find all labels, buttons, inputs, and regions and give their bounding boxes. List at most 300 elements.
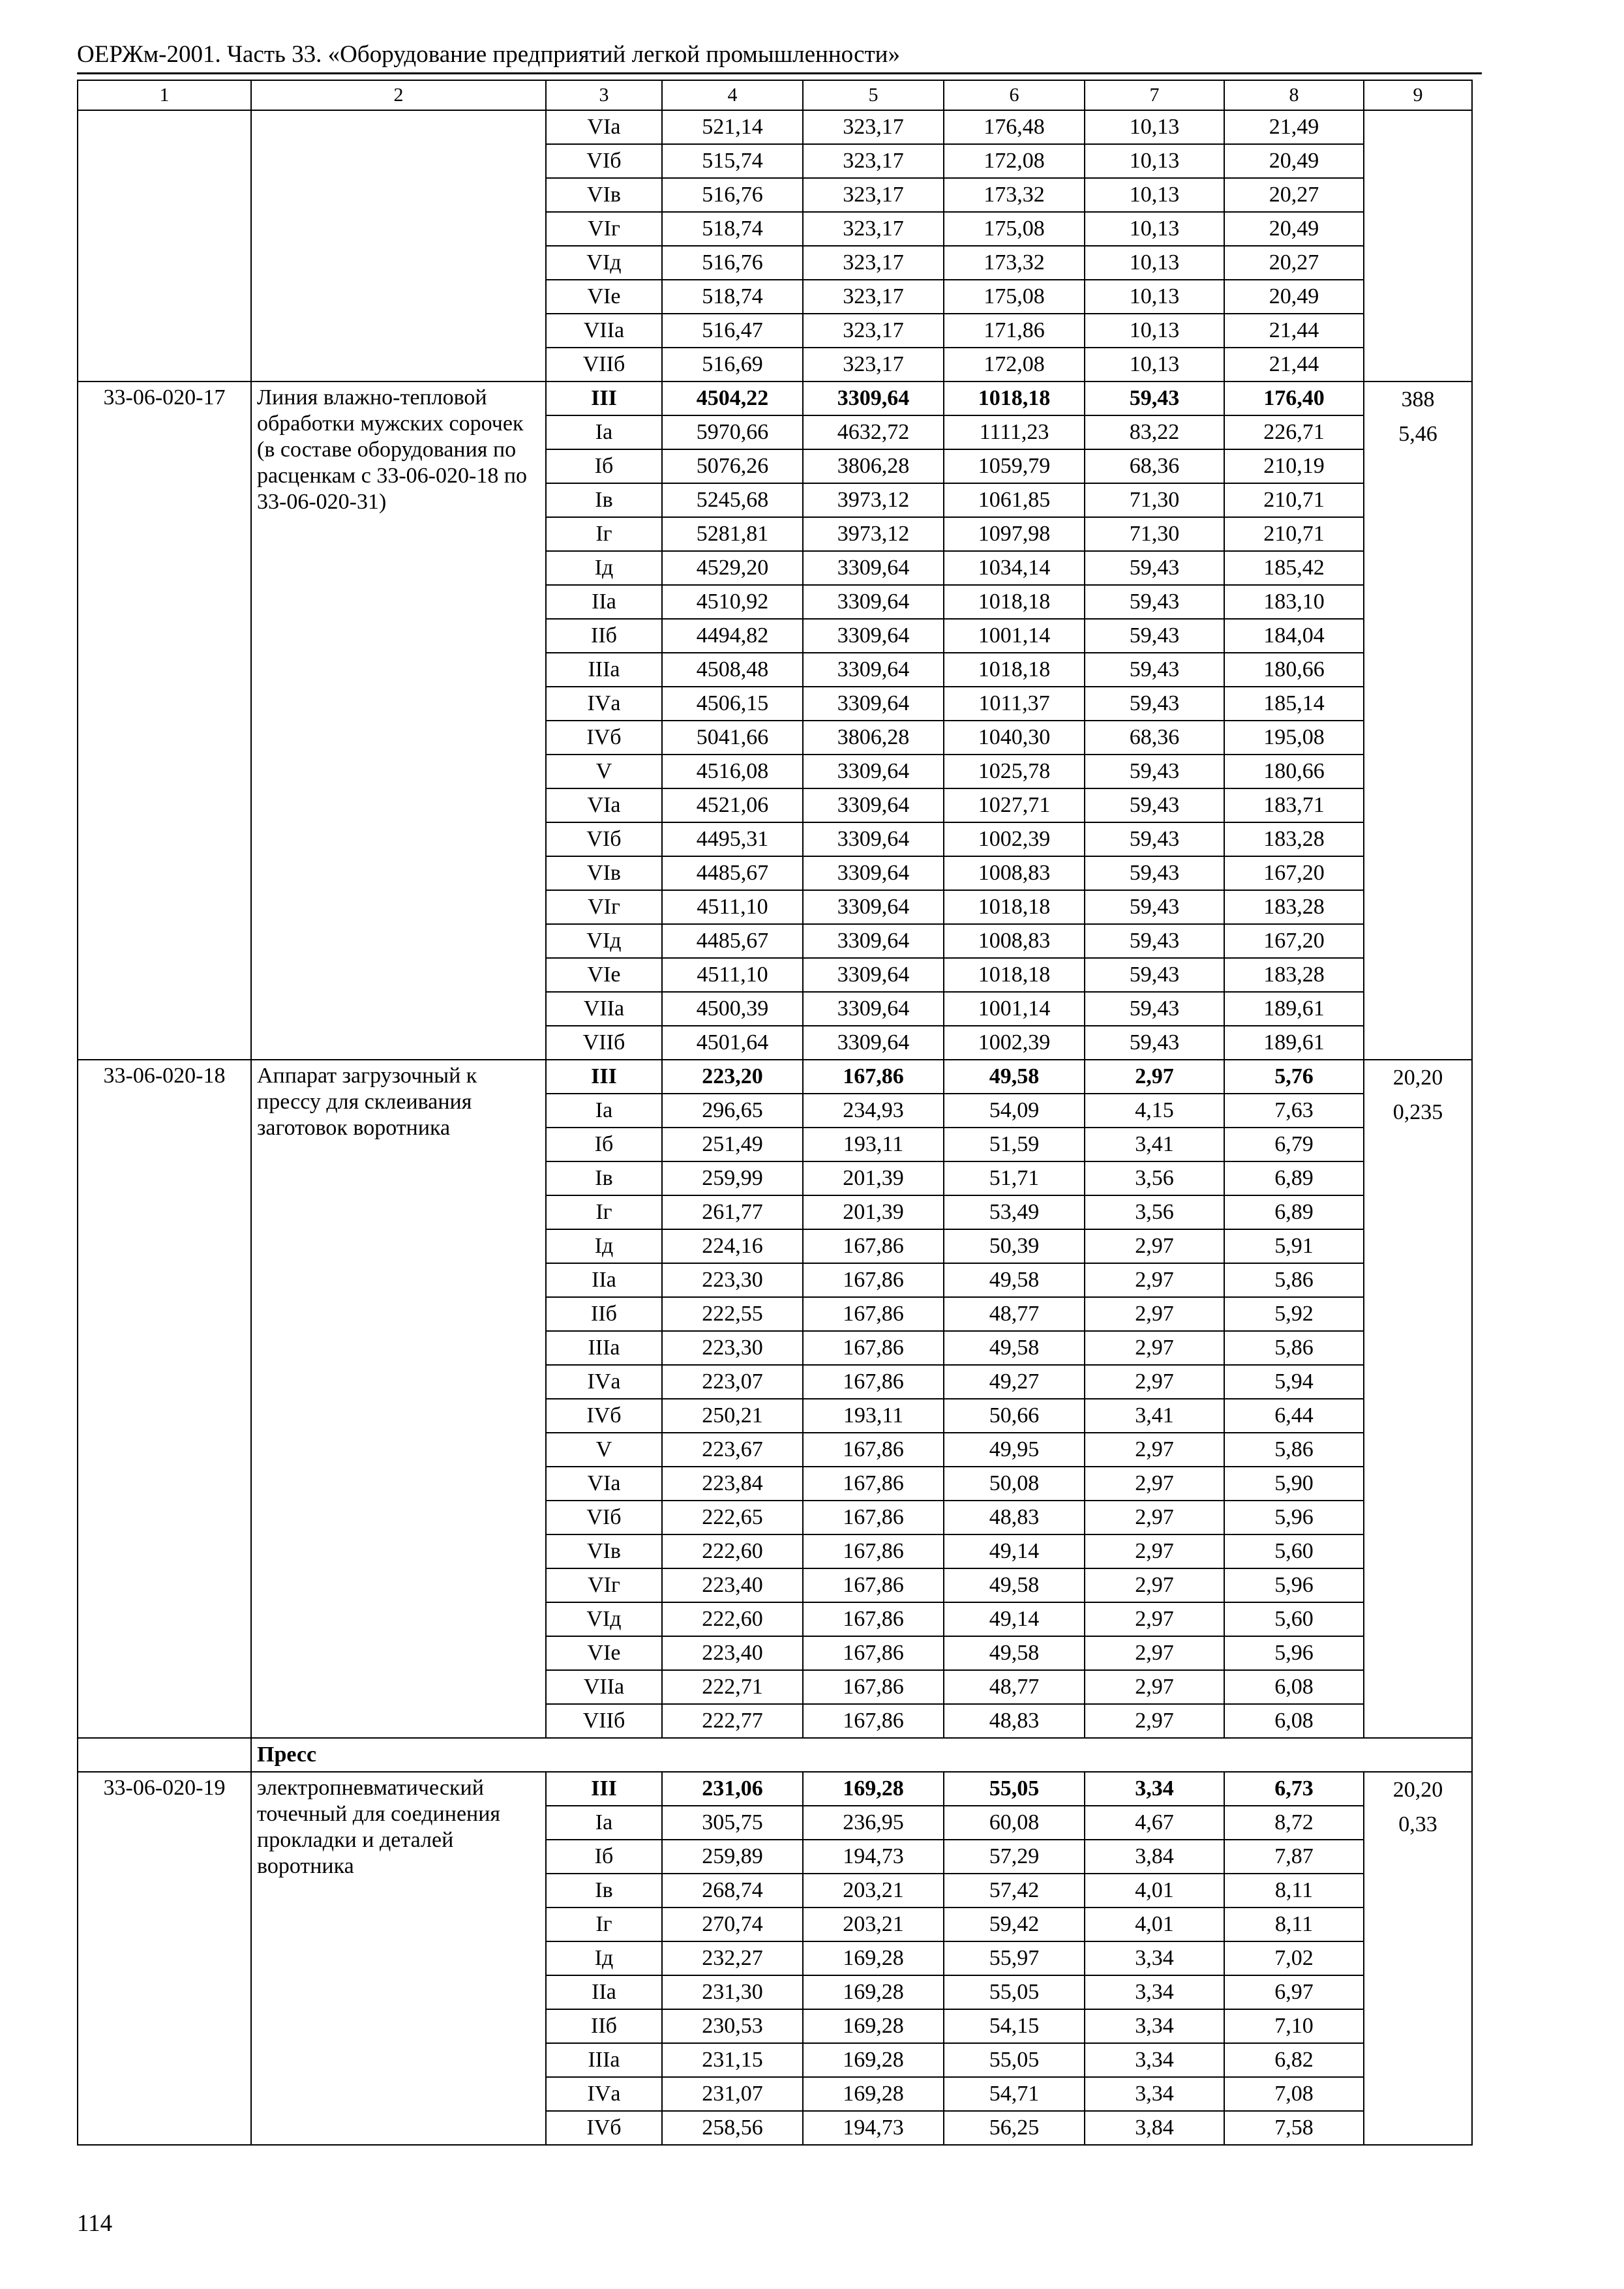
table-cell: 3309,64 (803, 822, 944, 856)
table-cell: Iа (546, 415, 662, 449)
column-number-row (78, 80, 1472, 110)
table-cell: 259,99 (662, 1161, 803, 1195)
table-cell: 230,53 (662, 2009, 803, 2043)
table-cell: 1034,14 (944, 551, 1085, 585)
table-cell: VIа (546, 110, 662, 144)
entry-col9-cell (1364, 110, 1472, 382)
table-cell: 1111,23 (944, 415, 1085, 449)
table-cell: IIб (546, 619, 662, 653)
table-cell: Iг (546, 517, 662, 551)
table-cell: 8,72 (1224, 1806, 1364, 1840)
table-cell: 5245,68 (662, 483, 803, 517)
table-cell: 49,58 (944, 1331, 1085, 1365)
table-cell: 3,34 (1085, 2043, 1224, 2077)
table-cell: VIIб (546, 348, 662, 382)
entry-name: Аппарат загрузочный к прессу для склеивания заготовок воротника (251, 1060, 546, 1738)
table-cell: Iб (546, 449, 662, 483)
table-cell: 2,97 (1085, 1060, 1224, 1094)
table-cell: VIд (546, 924, 662, 958)
table-cell: 3309,64 (803, 755, 944, 788)
table-cell: 167,86 (803, 1467, 944, 1501)
table-cell: 203,21 (803, 1908, 944, 1941)
table-cell: 6,08 (1224, 1704, 1364, 1738)
table-cell: V (546, 755, 662, 788)
table-cell: 20,27 (1224, 246, 1364, 280)
table-cell: 3,41 (1085, 1399, 1224, 1433)
table-cell: III (546, 1060, 662, 1094)
table-cell: 169,28 (803, 2009, 944, 2043)
table-row (78, 382, 1472, 415)
table-cell: 54,71 (944, 2077, 1085, 2111)
table-cell: Iб (546, 1128, 662, 1161)
table-cell: Iв (546, 1161, 662, 1195)
table-cell: 2,97 (1085, 1365, 1224, 1399)
table-cell: 20,49 (1224, 280, 1364, 314)
table-cell: VIв (546, 1534, 662, 1568)
table-cell: 2,97 (1085, 1229, 1224, 1263)
table-cell: 3309,64 (803, 551, 944, 585)
table-cell: VIв (546, 856, 662, 890)
table-cell: 1059,79 (944, 449, 1085, 483)
table-cell: 10,13 (1085, 178, 1224, 212)
table-cell: 3,56 (1085, 1195, 1224, 1229)
table-cell: 323,17 (803, 110, 944, 144)
table-cell: 222,55 (662, 1297, 803, 1331)
table-cell: 203,21 (803, 1874, 944, 1908)
table-cell: 189,61 (1224, 1026, 1364, 1060)
entry-col9-cell (1364, 1772, 1472, 2145)
page-number: 114 (77, 2210, 113, 2237)
table-cell: 226,71 (1224, 415, 1364, 449)
table-cell: IIIа (546, 1331, 662, 1365)
table-cell: 5281,81 (662, 517, 803, 551)
section-code-cell (78, 1738, 251, 1772)
table-cell: 250,21 (662, 1399, 803, 1433)
table-cell: 7,63 (1224, 1094, 1364, 1128)
table-cell: 167,86 (803, 1670, 944, 1704)
table-cell: 4,01 (1085, 1908, 1224, 1941)
table-cell: 183,28 (1224, 958, 1364, 992)
table-cell: 173,32 (944, 178, 1085, 212)
table-cell: Iа (546, 1806, 662, 1840)
table-cell: 5,60 (1224, 1602, 1364, 1636)
entry-name: Линия влажно-тепловой обработки мужских сорочек (в составе оборудования по расценкам с 33-06-020-18 по 33-06-020-31) (251, 382, 546, 1060)
table-cell: 54,09 (944, 1094, 1085, 1128)
table-cell: VIг (546, 212, 662, 246)
table-cell: 10,13 (1085, 348, 1224, 382)
table-cell: 3309,64 (803, 856, 944, 890)
table-cell: 516,76 (662, 246, 803, 280)
table-cell: 4506,15 (662, 687, 803, 721)
table-cell: 2,97 (1085, 1297, 1224, 1331)
table-cell: 8,11 (1224, 1874, 1364, 1908)
entry-col9-cell (1364, 1060, 1472, 1738)
table-cell: 4,67 (1085, 1806, 1224, 1840)
table-cell: 167,86 (803, 1704, 944, 1738)
table-cell: 2,97 (1085, 1534, 1224, 1568)
table-cell: 223,67 (662, 1433, 803, 1467)
table-cell: 259,89 (662, 1840, 803, 1874)
table-cell: III (546, 382, 662, 415)
table-cell: 223,20 (662, 1060, 803, 1094)
table-cell: 201,39 (803, 1161, 944, 1195)
table-cell: 49,14 (944, 1534, 1085, 1568)
column-number: 5 (803, 80, 944, 110)
table-cell: IVа (546, 2077, 662, 2111)
table-cell: 323,17 (803, 178, 944, 212)
table-cell: 50,39 (944, 1229, 1085, 1263)
table-cell: 3973,12 (803, 483, 944, 517)
table-cell: 55,05 (944, 2043, 1085, 2077)
table-cell: 222,65 (662, 1501, 803, 1534)
table-cell: 49,58 (944, 1568, 1085, 1602)
table-cell: 169,28 (803, 2077, 944, 2111)
table-cell: 2,97 (1085, 1467, 1224, 1501)
table-cell: 10,13 (1085, 280, 1224, 314)
table-cell: 231,30 (662, 1975, 803, 2009)
table-cell: IIб (546, 2009, 662, 2043)
table-cell: 1002,39 (944, 1026, 1085, 1060)
entry-col9-cell (1364, 382, 1472, 1060)
table-row (78, 1060, 1472, 1094)
table-cell: 1061,85 (944, 483, 1085, 517)
table-cell: 172,08 (944, 348, 1085, 382)
table-cell: 6,89 (1224, 1161, 1364, 1195)
table-cell: 50,66 (944, 1399, 1085, 1433)
table-cell: 21,44 (1224, 314, 1364, 348)
table-cell: 323,17 (803, 314, 944, 348)
table-cell: 210,19 (1224, 449, 1364, 483)
table-cell: 167,86 (803, 1433, 944, 1467)
table-cell: 5,86 (1224, 1331, 1364, 1365)
table-cell: 68,36 (1085, 449, 1224, 483)
table-cell: 4521,06 (662, 788, 803, 822)
table-cell: IVб (546, 1399, 662, 1433)
table-cell: 1011,37 (944, 687, 1085, 721)
table-cell: 183,28 (1224, 822, 1364, 856)
table-cell: 261,77 (662, 1195, 803, 1229)
table-cell: 305,75 (662, 1806, 803, 1840)
table-cell: IVа (546, 687, 662, 721)
table-cell: 4,01 (1085, 1874, 1224, 1908)
rates-table (77, 80, 1473, 2146)
table-cell: 6,08 (1224, 1670, 1364, 1704)
table-cell: 223,40 (662, 1568, 803, 1602)
table-cell: VIIб (546, 1704, 662, 1738)
table-cell: 10,13 (1085, 314, 1224, 348)
table-cell: 6,97 (1224, 1975, 1364, 2009)
table-cell: VIе (546, 958, 662, 992)
table-cell: 3309,64 (803, 992, 944, 1026)
table-cell: 222,60 (662, 1534, 803, 1568)
table-cell: 167,86 (803, 1060, 944, 1094)
table-cell: 323,17 (803, 246, 944, 280)
table-cell: 516,47 (662, 314, 803, 348)
entry-col9-value: 0,235 (1392, 1100, 1443, 1124)
table-cell: 518,74 (662, 280, 803, 314)
table-cell: 21,49 (1224, 110, 1364, 144)
table-cell: 7,87 (1224, 1840, 1364, 1874)
table-cell: 223,30 (662, 1263, 803, 1297)
table-cell: 167,86 (803, 1501, 944, 1534)
table-cell: 71,30 (1085, 483, 1224, 517)
table-cell: 56,25 (944, 2111, 1085, 2145)
table-cell: 323,17 (803, 212, 944, 246)
table-cell: 3806,28 (803, 449, 944, 483)
table-cell: 175,08 (944, 280, 1085, 314)
table-cell: 201,39 (803, 1195, 944, 1229)
table-cell: 4510,92 (662, 585, 803, 619)
table-cell: 3309,64 (803, 619, 944, 653)
table-cell: 68,36 (1085, 721, 1224, 755)
header-rule (77, 72, 1482, 74)
table-cell: 60,08 (944, 1806, 1085, 1840)
table-cell: 270,74 (662, 1908, 803, 1941)
table-cell: 4516,08 (662, 755, 803, 788)
table-cell: 4500,39 (662, 992, 803, 1026)
entry-code-cell (78, 110, 251, 382)
table-cell: IVа (546, 1365, 662, 1399)
table-cell: 7,02 (1224, 1941, 1364, 1975)
table-cell: 59,43 (1085, 755, 1224, 788)
table-cell: 296,65 (662, 1094, 803, 1128)
table-cell: 1008,83 (944, 856, 1085, 890)
table-cell: 5,96 (1224, 1501, 1364, 1534)
table-cell: 2,97 (1085, 1501, 1224, 1534)
column-number: 3 (546, 80, 662, 110)
table-cell: 232,27 (662, 1941, 803, 1975)
table-cell: 3309,64 (803, 890, 944, 924)
table-cell: 223,84 (662, 1467, 803, 1501)
table-cell: 180,66 (1224, 653, 1364, 687)
entry-col9-value: 388 (1401, 387, 1435, 411)
table-cell: 5041,66 (662, 721, 803, 755)
table-cell: 210,71 (1224, 483, 1364, 517)
table-cell: 4485,67 (662, 924, 803, 958)
entry-code: 33-06-020-18 (78, 1060, 251, 1738)
table-cell: 3,34 (1085, 2077, 1224, 2111)
table-cell: 3806,28 (803, 721, 944, 755)
table-cell: 3,34 (1085, 1975, 1224, 2009)
table-cell: 6,44 (1224, 1399, 1364, 1433)
table-cell: 2,97 (1085, 1263, 1224, 1297)
table-cell: 195,08 (1224, 721, 1364, 755)
table-cell: 21,44 (1224, 348, 1364, 382)
table-cell: 49,95 (944, 1433, 1085, 1467)
table-cell: 167,86 (803, 1568, 944, 1602)
table-cell: 20,49 (1224, 212, 1364, 246)
table-cell: 323,17 (803, 144, 944, 178)
table-cell: 222,71 (662, 1670, 803, 1704)
table-cell: 1027,71 (944, 788, 1085, 822)
table-cell: 167,86 (803, 1297, 944, 1331)
table-cell: 3,34 (1085, 2009, 1224, 2043)
table-cell: III (546, 1772, 662, 1806)
table-cell: 176,48 (944, 110, 1085, 144)
table-cell: 5,86 (1224, 1263, 1364, 1297)
table-cell: Iг (546, 1908, 662, 1941)
table-cell: Iв (546, 1874, 662, 1908)
table-cell: 516,76 (662, 178, 803, 212)
table-cell: 4,15 (1085, 1094, 1224, 1128)
table-cell: 5,96 (1224, 1636, 1364, 1670)
table-cell: 1001,14 (944, 992, 1085, 1026)
table-cell: 1040,30 (944, 721, 1085, 755)
table-cell: 4511,10 (662, 958, 803, 992)
table-cell: 59,43 (1085, 653, 1224, 687)
column-number: 8 (1224, 80, 1364, 110)
table-cell: 222,60 (662, 1602, 803, 1636)
table-cell: 3309,64 (803, 788, 944, 822)
table-cell: 185,42 (1224, 551, 1364, 585)
table-cell: IIа (546, 1263, 662, 1297)
table-cell: 3309,64 (803, 382, 944, 415)
table-cell: 59,43 (1085, 788, 1224, 822)
table-cell: 5,76 (1224, 1060, 1364, 1094)
section-row (78, 1738, 1472, 1772)
table-cell: 5970,66 (662, 415, 803, 449)
table-cell: 3309,64 (803, 653, 944, 687)
table-cell: 1018,18 (944, 585, 1085, 619)
table-cell: 57,29 (944, 1840, 1085, 1874)
table-row (78, 110, 1472, 144)
entry-name-cell (251, 110, 546, 382)
table-cell: 59,43 (1085, 856, 1224, 890)
table-cell: 3309,64 (803, 1026, 944, 1060)
table-cell: Iд (546, 1229, 662, 1263)
table-cell: 3,34 (1085, 1772, 1224, 1806)
table-cell: 7,58 (1224, 2111, 1364, 2145)
table-cell: VIIа (546, 1670, 662, 1704)
table-cell: 4494,82 (662, 619, 803, 653)
table-cell: 167,20 (1224, 924, 1364, 958)
table-cell: 268,74 (662, 1874, 803, 1908)
table-cell: VIа (546, 788, 662, 822)
table-cell: 183,10 (1224, 585, 1364, 619)
table-cell: 3309,64 (803, 958, 944, 992)
table-cell: 59,43 (1085, 890, 1224, 924)
table-cell: 3,34 (1085, 1941, 1224, 1975)
table-cell: VIIа (546, 314, 662, 348)
table-cell: 169,28 (803, 1975, 944, 2009)
table-cell: 5,92 (1224, 1297, 1364, 1331)
table-cell: 4511,10 (662, 890, 803, 924)
table-cell: 167,86 (803, 1534, 944, 1568)
table-cell: 49,14 (944, 1602, 1085, 1636)
table-cell: 59,43 (1085, 551, 1224, 585)
table-cell: 236,95 (803, 1806, 944, 1840)
table-row (78, 1772, 1472, 1806)
table-cell: 173,32 (944, 246, 1085, 280)
entry-code: 33-06-020-17 (78, 382, 251, 1060)
table-cell: 59,43 (1085, 958, 1224, 992)
table-cell: 55,97 (944, 1941, 1085, 1975)
table-cell: 3,84 (1085, 2111, 1224, 2145)
table-cell: 234,93 (803, 1094, 944, 1128)
table-cell: 1001,14 (944, 619, 1085, 653)
table-cell: 1008,83 (944, 924, 1085, 958)
table-cell: 2,97 (1085, 1670, 1224, 1704)
table-cell: 50,08 (944, 1467, 1085, 1501)
table-cell: Iа (546, 1094, 662, 1128)
table-cell: 59,43 (1085, 924, 1224, 958)
table-cell: 48,83 (944, 1501, 1085, 1534)
table-cell: 57,42 (944, 1874, 1085, 1908)
entry-col9-value: 5,46 (1398, 422, 1437, 446)
table-cell: 223,07 (662, 1365, 803, 1399)
table-cell: 5,96 (1224, 1568, 1364, 1602)
table-cell: VIб (546, 144, 662, 178)
table-cell: 7,10 (1224, 2009, 1364, 2043)
entry-col9-value: 20,20 (1392, 1066, 1443, 1090)
table-cell: 71,30 (1085, 517, 1224, 551)
table-cell: 5,60 (1224, 1534, 1364, 1568)
table-cell: 8,11 (1224, 1908, 1364, 1941)
table-cell: 185,14 (1224, 687, 1364, 721)
column-number: 2 (251, 80, 546, 110)
table-cell: 167,86 (803, 1263, 944, 1297)
table-cell: 2,97 (1085, 1636, 1224, 1670)
table-cell: 223,40 (662, 1636, 803, 1670)
table-cell: 4632,72 (803, 415, 944, 449)
table-cell: 2,97 (1085, 1602, 1224, 1636)
table-cell: 1018,18 (944, 653, 1085, 687)
table-cell: 49,58 (944, 1263, 1085, 1297)
table-cell: 2,97 (1085, 1568, 1224, 1602)
table-cell: 3973,12 (803, 517, 944, 551)
table-cell: 59,43 (1085, 585, 1224, 619)
table-cell: VIд (546, 246, 662, 280)
table-cell: 10,13 (1085, 110, 1224, 144)
table-cell: 171,86 (944, 314, 1085, 348)
column-number: 4 (662, 80, 803, 110)
entry-col9-value: 20,20 (1392, 1778, 1443, 1802)
table-cell: 167,86 (803, 1229, 944, 1263)
table-cell: 175,08 (944, 212, 1085, 246)
table-cell: 6,82 (1224, 2043, 1364, 2077)
table-cell: 3309,64 (803, 687, 944, 721)
table-cell: 169,28 (803, 1772, 944, 1806)
entry-name: электропневматический точечный для соединения прокладки и деталей воротника (251, 1772, 546, 2145)
table-cell: 210,71 (1224, 517, 1364, 551)
table-cell: Iг (546, 1195, 662, 1229)
table-cell: Iв (546, 483, 662, 517)
table-cell: 59,42 (944, 1908, 1085, 1941)
table-cell: 48,77 (944, 1670, 1085, 1704)
table-cell: 59,43 (1085, 992, 1224, 1026)
table-cell: 4504,22 (662, 382, 803, 415)
table-cell: 2,97 (1085, 1433, 1224, 1467)
table-cell: 1018,18 (944, 382, 1085, 415)
column-number: 7 (1085, 80, 1224, 110)
entry-col9-value: 0,33 (1398, 1812, 1437, 1836)
table-cell: 1025,78 (944, 755, 1085, 788)
table-cell: 4508,48 (662, 653, 803, 687)
table-cell: 518,74 (662, 212, 803, 246)
table-cell: 59,43 (1085, 822, 1224, 856)
table-cell: 2,97 (1085, 1331, 1224, 1365)
table-cell: 51,71 (944, 1161, 1085, 1195)
table-cell: 231,06 (662, 1772, 803, 1806)
table-cell: 20,27 (1224, 178, 1364, 212)
table-cell: 2,97 (1085, 1704, 1224, 1738)
table-cell: IIIа (546, 2043, 662, 2077)
table-cell: 1018,18 (944, 890, 1085, 924)
table-cell: 55,05 (944, 1772, 1085, 1806)
table-cell: 180,66 (1224, 755, 1364, 788)
table-cell: 7,08 (1224, 2077, 1364, 2111)
table-cell: IVб (546, 721, 662, 755)
